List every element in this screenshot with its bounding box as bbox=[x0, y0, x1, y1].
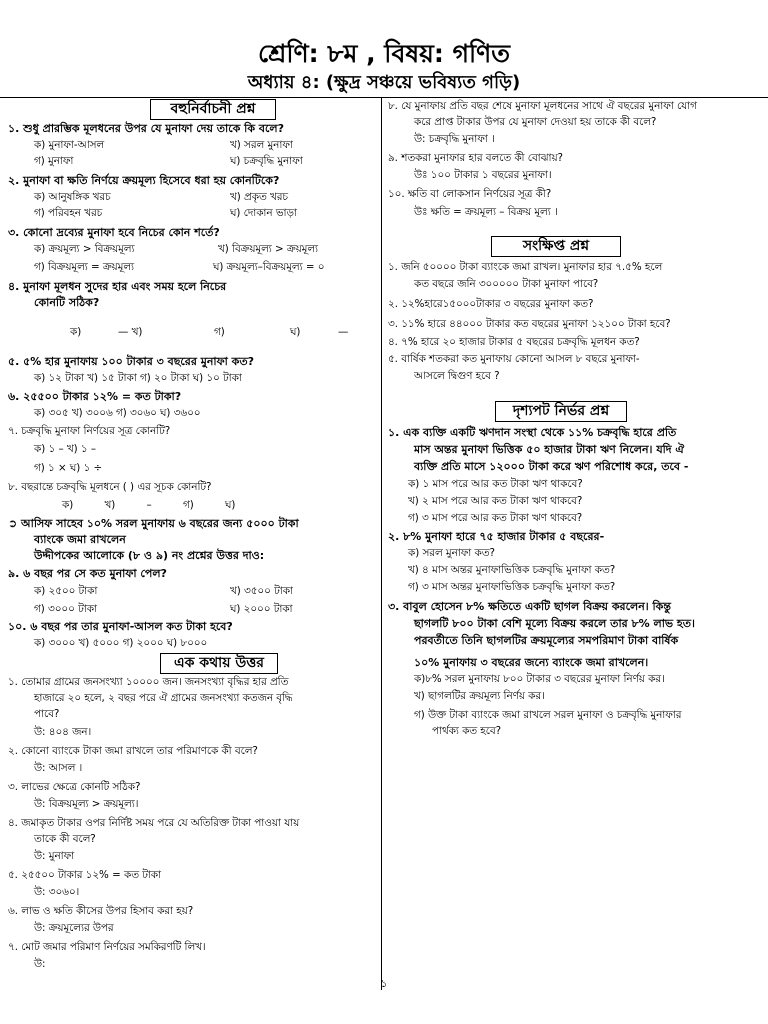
mcq-q2-opt-d: ঘ) দোকান ভাড়া bbox=[230, 207, 297, 219]
creative-q2-b: খ) ৪ মাস অন্তর মুনাফাভিত্তিক চক্রবৃদ্ধি মুনাফা কত? bbox=[408, 564, 616, 576]
creative-q2: ২. ৮% মুনাফা হারে ৭৫ হাজার টাকার ৫ বছরের- bbox=[388, 530, 605, 543]
mcq-q8-options: ক) খ) – গ) ঘ) bbox=[62, 499, 236, 511]
mcq-q3-opt-d: ঘ) ক্রয়মূল্য–বিক্রয়মূল্য = ০ bbox=[213, 261, 325, 273]
one-word-q4-line2: তাকে কী বলে? bbox=[34, 833, 96, 845]
one-word-q7: ৭. মোট জমার পরিমাণ নির্ণয়ের সমকিরণটি লিখ। bbox=[8, 941, 206, 953]
creative-q3-line1: ৩. বাবুল হোসেন ৮% ক্ষতিতে একটি ছাগল বিক্রয় করলেন। কিন্তু bbox=[388, 600, 671, 613]
one-word-a8: উ: চক্রবৃদ্ধি মুনাফা । bbox=[414, 133, 495, 145]
mcq-q8: ৮. বছরান্তে চক্রবৃদ্ধি মূলধনে ( ) এর সূচক কোনটি? bbox=[8, 481, 212, 493]
mcq-stem-line2: ব্যাংকে জমা রাখলেন bbox=[34, 533, 126, 546]
creative-q1-line3: ব্যক্তি প্রতি মাসে ১২০০০ টাকা করে ঋণ পরিশোধ করে, তবে - bbox=[414, 460, 689, 473]
short-q5-line2: আসলে দ্বিগুণ হবে ? bbox=[414, 370, 500, 382]
mcq-q5: ৫. ৫% হার মুনাফায় ১০০ টাকার ৩ বছরের মুনাফা কত? bbox=[8, 355, 254, 368]
one-word-q1-line2: হাজারে ২০ হলে, ২ বছর পরে ঐ গ্রামের জনসংখ্যা কতজন বৃদ্ধি bbox=[34, 692, 293, 704]
mcq-q1-opt-c: গ) মুনাফা bbox=[34, 155, 74, 167]
creative-q3-b: খ) ছাগলটির ক্রয়মূল্য নির্ণয় কর। bbox=[414, 690, 545, 702]
mcq-q2-opt-c: গ) পরিবহন খরচ bbox=[34, 207, 103, 219]
mcq-q7: ৭. চক্রবৃদ্ধি মুনাফা নির্ণয়ের সূত্র কোনটি? bbox=[8, 425, 171, 437]
one-word-a10: উঃ ক্ষতি = ক্রয়মূল্য – বিক্রয় মূল্য । bbox=[414, 206, 558, 218]
one-word-a7: উ: bbox=[34, 958, 46, 970]
one-word-a1: উ: ৪০৪ জন। bbox=[34, 726, 92, 738]
mcq-q4-opt-c: গ) bbox=[214, 326, 225, 338]
creative-q3-c-line1: গ) উক্ত টাকা ব্যাংকে জমা রাখলে সরল মুনাফা ও চক্রবৃদ্ধি মুনাফার bbox=[414, 709, 682, 721]
mcq-q2-opt-b: খ) প্রকৃত খরচ bbox=[230, 191, 288, 203]
creative-q1-line1: ১. এক ব্যক্তি একটি ঋণদান সংস্থা থেকে ১১% চক্রবৃদ্ধি হারে প্রতি bbox=[388, 426, 677, 439]
mcq-q7-row2: গ) ১ × ঘ) ১ ÷ bbox=[34, 462, 103, 474]
one-word-q4-line1: ৪. জমাকৃত টাকার ওপর নির্দিষ্ট সময় পরে যে অতিরিক্ত টাকা পাওয়া যায় bbox=[8, 817, 300, 829]
mcq-q4-line1: ৪. মুনাফা মূলধন সুদের হার এবং সময় হলে নিচের bbox=[8, 280, 227, 293]
mcq-q3-opt-c: গ) বিক্রয়মূল্য = ক্রয়মূল্য bbox=[34, 261, 134, 273]
mcq-q3: ৩. কোনো দ্রব্যের মুনাফা হবে নিচের কোন শর্তে? bbox=[8, 226, 220, 239]
mcq-q9-opt-a: ক) ২৫০০ টাকা bbox=[34, 585, 98, 597]
mcq-q4-opt-b: — খ) bbox=[118, 326, 143, 338]
one-word-q6: ৬. লাভ ও ক্ষতি কীসের উপর হিসাব করা হয়? bbox=[8, 905, 194, 917]
short-q4: ৪. ৭% হারে ২০ হাজার টাকার ৫ বছরের চক্রবৃদ্ধি মূলধন কত? bbox=[388, 336, 640, 348]
creative-q1-b: খ) ২ মাস পরে আর কত টাকা ঋণ থাকবে? bbox=[408, 495, 583, 507]
section-heading-short: সংক্ষিপ্ত প্রশ্ন bbox=[491, 236, 621, 257]
one-word-a2: উ: আসল । bbox=[34, 762, 83, 774]
one-word-a4: উ: মুনাফা bbox=[34, 850, 75, 862]
creative-q3-c-line2: পার্থক্য কত হবে? bbox=[432, 725, 502, 737]
mcq-q1-opt-d: ঘ) চক্রবৃদ্ধি মুনাফা bbox=[230, 155, 303, 167]
one-word-a9: উঃ ১০০ টাকার ১ বছরের মুনাফা। bbox=[414, 169, 552, 181]
mcq-q1-opt-a: ক) মুনাফা-আসল bbox=[34, 139, 105, 151]
short-q1-line1: ১. জনি ৫০০০০ টাকা ব্যাংকে জমা রাখল। মুনাফার হার ৭.৫% হলে bbox=[388, 261, 663, 273]
creative-q3-a: ক)৮% সরল মুনাফায় ৮০০ টাকার ৩ বছরের মুনাফা নির্ণয় কর। bbox=[414, 673, 665, 685]
one-word-q10: ১০. ক্ষতি বা লোকসান নির্ণয়ের সূত্র কী? bbox=[388, 188, 552, 200]
creative-q1-c: গ) ৩ মাস পরে আর কত টাকা ঋণ থাকবে? bbox=[408, 512, 583, 524]
section-heading-one-word: এক কথায় উত্তর bbox=[160, 653, 278, 674]
mcq-stem-line1: ➲ আসিফ সাহেব ১০% সরল মুনাফায় ৬ বছরের জন্য ৫০০০ টাকা bbox=[8, 517, 299, 530]
mcq-stem-line3: উদ্দীপকের আলোকে (৮ ও ৯) নং প্রশ্নের উত্তর দাও: bbox=[34, 549, 265, 562]
mcq-q10: ১০. ৬ বছর পর তার মুনাফা-আসল কত টাকা হবে? bbox=[8, 620, 233, 633]
one-word-q5: ৫. ২৫৫০০ টাকার ১২% = কত টাকা bbox=[8, 869, 161, 881]
section-heading-creative: দৃশ্যপট নির্ভর প্রশ্ন bbox=[495, 401, 627, 422]
one-word-q9: ৯. শতকরা মুনাফার হার বলতে কী বোঝায়? bbox=[388, 152, 563, 164]
section-heading-mcq: বহুনির্বাচনী প্রশ্ন bbox=[150, 99, 276, 120]
mcq-q9-opt-d: ঘ) ২০০০ টাকা bbox=[230, 603, 293, 615]
page-title: শ্রেণি: ৮ম , বিষয়: গণিত bbox=[258, 39, 510, 68]
one-word-a3: উ: বিক্রয়মূল্য > ক্রয়মূল্য। bbox=[34, 798, 139, 810]
mcq-q10-options: ক) ৩০০০ খ) ৫০০০ গ) ২০০০ ঘ) ৮০০০ bbox=[34, 637, 208, 649]
mcq-q9: ৯. ৬ বছর পর সে কত মুনাফা পেল? bbox=[8, 567, 167, 580]
mcq-q1-opt-b: খ) সরল মুনাফা bbox=[230, 139, 293, 151]
creative-q2-a: ক) সরল মুনাফা কত? bbox=[408, 547, 495, 559]
mcq-q2: ২. মুনাফা বা ক্ষতি নির্ণয়ে ক্রয়মূল্য হিসেবে ধরা হয় কোনটিকে? bbox=[8, 174, 280, 187]
mcq-q2-opt-a: ক) আনুষঙ্গিক খরচ bbox=[34, 191, 111, 203]
mcq-q3-opt-a: ক) ক্রয়মূল্য > বিক্রয়মূল্য bbox=[34, 243, 135, 255]
column-divider bbox=[381, 97, 382, 990]
creative-q1-a: ক) ১ মাস পরে আর কত টাকা ঋণ থাকবে? bbox=[408, 478, 583, 490]
mcq-q9-opt-b: খ) ৩৫০০ টাকা bbox=[230, 585, 293, 597]
mcq-q7-row1: ক) ১ – খ) ১ – bbox=[34, 443, 97, 455]
one-word-q8-line2: করে প্রাপ্ত টাকার উপর যে মুনাফা দেওয়া হয় তাকে কী বলে? bbox=[414, 116, 657, 128]
one-word-q2: ২. কোনো ব্যাংকে টাকা জমা রাখলে তার পরিমাণকে কী বলে? bbox=[8, 745, 258, 757]
header-divider bbox=[0, 97, 768, 98]
one-word-q1-line3: পাবে? bbox=[34, 708, 60, 720]
mcq-q4-opt-a: ক) bbox=[70, 326, 82, 338]
mcq-q3-opt-b: খ) বিক্রয়মূল্য > ক্রয়মূল্য bbox=[218, 243, 319, 255]
short-q2: ২. ১২%হারে১৫০০০টাকার ৩ বছরের মুনাফা কত? bbox=[388, 298, 594, 310]
one-word-a6: উ: ক্রয়মূল্যের উপর bbox=[34, 922, 114, 934]
page-number: ১ bbox=[380, 977, 388, 990]
one-word-q8-line1: ৮. যে মুনাফায় প্রতি বছর শেষে মুনাফা মূলধনের সাথে ঐ বছরের মুনাফা যোগ bbox=[388, 100, 697, 112]
mcq-q4-opt-d: ঘ) bbox=[290, 326, 301, 338]
short-q3: ৩. ১১% হারে ৪৪০০০ টাকার কত বছরের মুনাফা ১২১০০ টাকা হবে? bbox=[388, 318, 671, 330]
mcq-q5-options: ক) ১২ টাকা খ) ১৫ টাকা গ) ২০ টাকা ঘ) ১০ টাকা bbox=[34, 372, 242, 384]
one-word-q1-line1: ১. তোমার গ্রামের জনসংখ্যা ১০০০০ জন। জনসংখ্যা বৃদ্ধির হার প্রতি bbox=[8, 676, 289, 688]
creative-q3-line4: ১০% মুনাফায় ৩ বছরের জন্যে ব্যাংকে জমা রাখলেন। bbox=[414, 656, 649, 669]
mcq-q4-opt-d-dash: — bbox=[338, 326, 349, 338]
mcq-q1: ১. শুধু প্রারম্ভিক মূলধনের উপর যে মুনাফা দেয় তাকে কি বলে? bbox=[8, 122, 284, 135]
creative-q3-line3: পরবর্তীতে তিনি ছাগলটির ক্রয়মূল্যের সমপরিমাণ টাকা বার্ষিক bbox=[414, 634, 679, 647]
creative-q3-line2: ছাগলটি ৮০০ টাকা বেশি মূল্যে বিক্রয় করলে তার ৮% লাভ হত। bbox=[414, 617, 695, 630]
one-word-a5: উ: ৩০৬০। bbox=[34, 886, 80, 898]
mcq-q6-options: ক) ৩০৫ খ) ৩০০৬ গ) ৩০৬০ ঘ) ৩৬০০ bbox=[34, 407, 201, 419]
creative-q1-line2: মাস অন্তর মুনাফা ভিত্তিক ৫০ হাজার টাকা ঋণ নিলেন। যদি ঐ bbox=[414, 443, 685, 456]
one-word-q3: ৩. লাভের ক্ষেত্রে কোনটি সঠিক? bbox=[8, 781, 141, 793]
chapter-subtitle: অধ্যায় ৪: (ক্ষুদ্র সঞ্চয়ে ভবিষ্যত গড়ি) bbox=[247, 72, 521, 93]
mcq-q9-opt-c: গ) ৩০০০ টাকা bbox=[34, 603, 97, 615]
short-q1-line2: কত বছরে জনি ৩০০০০০ টাকা মুনাফা পাবে? bbox=[414, 278, 599, 290]
creative-q2-c: গ) ৩ মাস অন্তর মুনাফাভিত্তিক চক্রবৃদ্ধি মুনাফা কত? bbox=[408, 581, 616, 593]
mcq-q4-line2: কোনটি সঠিক? bbox=[34, 296, 100, 309]
mcq-q6: ৬. ২৫৫০০ টাকার ১২% = কত টাকা? bbox=[8, 390, 182, 403]
short-q5-line1: ৫. বার্ষিক শতকরা কত মুনাফায় কোনো আসল ৮ বছরে মুনাফা- bbox=[388, 353, 640, 365]
